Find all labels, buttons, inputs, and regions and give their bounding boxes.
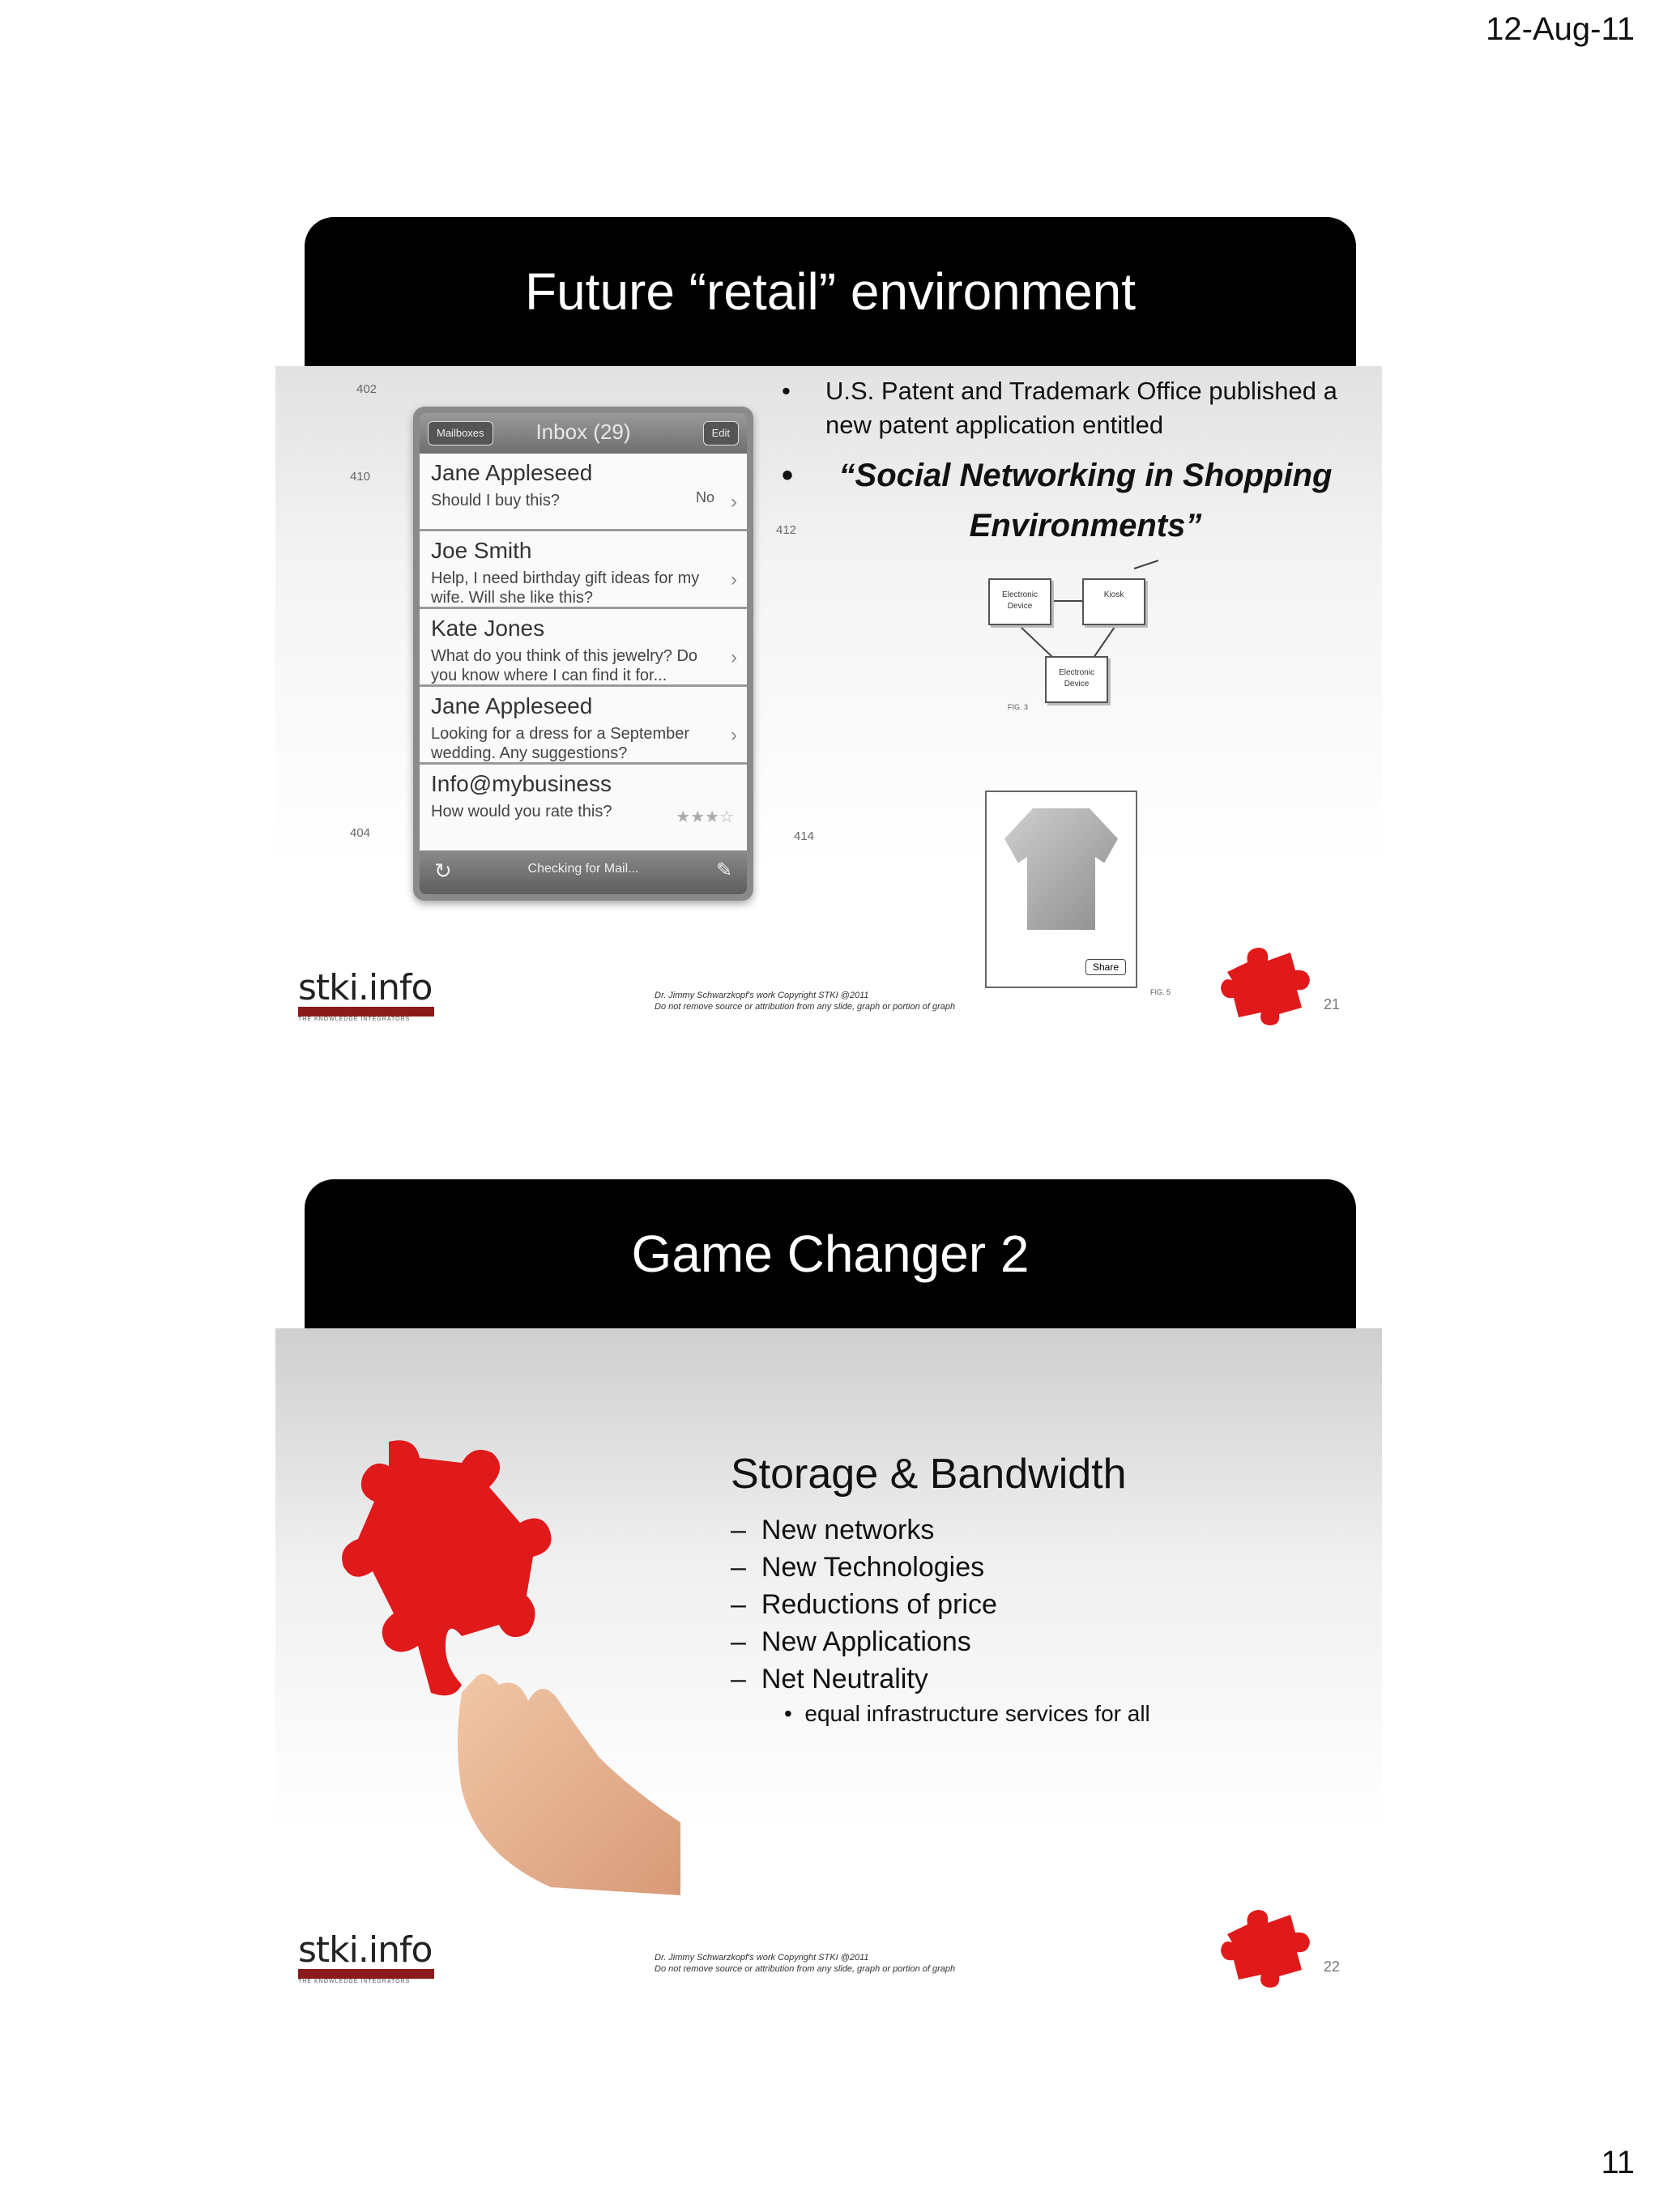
callout-label: 404: [350, 826, 371, 840]
mail-preview: Help, I need birthday gift ideas for my wife. Will she like this?: [431, 569, 700, 607]
patent-block-diagram: [972, 552, 1215, 714]
bullet-icon: •: [784, 1701, 805, 1726]
callout-label: 402: [356, 382, 377, 396]
mail-sender: Jane Appleseed: [431, 693, 593, 718]
diagram-box-device: Electronic Device: [988, 578, 1051, 625]
topic-list: [731, 1511, 1150, 1730]
mail-preview: What do you think of this jewelry? Do you know where I can find it for...: [431, 647, 698, 684]
mail-status: Checking for Mail...: [527, 862, 639, 876]
list-item-label: Reductions of price: [761, 1589, 997, 1620]
rating-stars-icon: ★★★☆: [676, 808, 734, 826]
list-item: [420, 765, 747, 842]
figure-label: FIG. 3: [1008, 703, 1029, 711]
copyright-footer: [655, 1952, 955, 1975]
list-item-label: New Applications: [761, 1626, 971, 1657]
slide-title: Game Changer 2: [631, 1225, 1030, 1283]
logo-text: stki.info: [298, 967, 433, 1008]
mail-sender: Kate Jones: [431, 616, 545, 641]
logo-tagline: THE KNOWLEDGE INTEGRATORS: [298, 1979, 411, 1984]
mail-preview: Should I buy this?: [431, 492, 560, 509]
callout-label: 412: [776, 523, 797, 537]
chevron-right-icon: ›: [731, 569, 737, 590]
page-number: 11: [1601, 2145, 1635, 2180]
slide-22: [275, 1179, 1382, 1997]
copyright-line: Do not remove source or attribution from any slide, graph or portion of graph: [655, 1964, 956, 1974]
share-button: Share: [1085, 959, 1126, 975]
dash-icon: –: [731, 1589, 761, 1620]
slide-number: 22: [1324, 1958, 1341, 1975]
mail-sender: Jane Appleseed: [431, 460, 593, 485]
inbox-title: Inbox (29): [535, 420, 631, 444]
list-item: [420, 609, 747, 687]
list-item-label: New networks: [761, 1515, 935, 1545]
logo-tagline: THE KNOWLEDGE INTEGRATORS: [298, 1016, 411, 1022]
list-item: [731, 1586, 1150, 1623]
stki-logo: [298, 967, 434, 1022]
list-item: [731, 1511, 1150, 1549]
slide-title-bar: [305, 1179, 1356, 1328]
shirt-product-image: [985, 791, 1137, 988]
slide-21: [275, 217, 1382, 1035]
dash-icon: –: [731, 1664, 761, 1694]
slide-title-bar: [305, 217, 1356, 366]
slide-bullets: [782, 374, 1365, 551]
mail-sender: Joe Smith: [431, 538, 532, 563]
copyright-line: Dr. Jimmy Schwarzkopf's work Copyright STKI @2011: [655, 1953, 869, 1963]
list-item-label: New Technologies: [761, 1552, 985, 1583]
copyright-line: Dr. Jimmy Schwarzkopf's work Copyright STKI @2011: [655, 991, 869, 1000]
shirt-image: [1004, 808, 1118, 930]
logo-text: stki.info: [298, 1929, 433, 1971]
phone-navbar: [420, 413, 747, 454]
stki-logo: [298, 1929, 434, 1984]
bullet-icon: •: [782, 458, 794, 493]
diagram-box-kiosk: Kiosk: [1082, 578, 1145, 625]
list-subitem: [731, 1698, 1150, 1730]
patent-title-text: “Social Networking in Shopping Environments”: [838, 458, 1333, 543]
mail-list: [420, 454, 747, 850]
header-date: 12-Aug-11: [1486, 11, 1635, 47]
callout-label: 414: [794, 829, 815, 843]
list-item: [731, 1660, 1150, 1698]
copyright-footer: [655, 990, 955, 1012]
list-item-label: Net Neutrality: [761, 1664, 928, 1694]
bullet-patent: • U.S. Patent and Trademark Office published a new patent application entitled: [782, 374, 1365, 442]
refresh-icon: ↻: [434, 859, 452, 883]
mail-sender: Info@mybusiness: [431, 771, 612, 796]
compose-icon: ✎: [715, 859, 732, 881]
list-item: [731, 1549, 1150, 1586]
mailboxes-button: Mailboxes: [428, 421, 493, 445]
bullet-patent-title: [782, 450, 1365, 551]
chevron-right-icon: ›: [731, 646, 737, 668]
puzzle-piece-icon: [1211, 923, 1316, 1029]
slide-title: Future “retail” environment: [524, 262, 1137, 321]
reply-no-label: No: [695, 489, 714, 505]
mail-preview: How would you rate this?: [431, 803, 612, 820]
chevron-right-icon: ›: [731, 491, 737, 513]
topic-heading: Storage & Bandwidth: [731, 1451, 1127, 1498]
callout-label: 410: [350, 470, 371, 484]
dash-icon: –: [731, 1552, 761, 1583]
slide-body: [275, 1328, 1382, 1997]
mail-preview: Looking for a dress for a September wedding. Any suggestions?: [431, 725, 690, 762]
list-item: [731, 1623, 1150, 1660]
puzzle-piece-icon: [1211, 1886, 1316, 1991]
list-item: [420, 531, 747, 609]
slide-number: 21: [1324, 996, 1341, 1012]
copyright-line: Do not remove source or attribution from any slide, graph or portion of graph: [655, 1002, 956, 1012]
phone-mockup-image: [413, 407, 753, 901]
dash-icon: –: [731, 1626, 761, 1657]
edit-button: Edit: [703, 421, 739, 445]
figure-label: FIG. 5: [1150, 988, 1171, 996]
slide-body: [275, 366, 1382, 1035]
list-subitem-label: equal infrastructure services for all: [804, 1701, 1150, 1726]
list-item: [420, 687, 747, 765]
diagram-box-device: Electronic Device: [1045, 656, 1108, 703]
chevron-right-icon: ›: [731, 724, 737, 746]
phone-toolbar: [420, 850, 747, 894]
list-item: [420, 454, 747, 531]
dash-icon: –: [731, 1515, 761, 1545]
hand-puzzle-image: [340, 1434, 680, 1895]
